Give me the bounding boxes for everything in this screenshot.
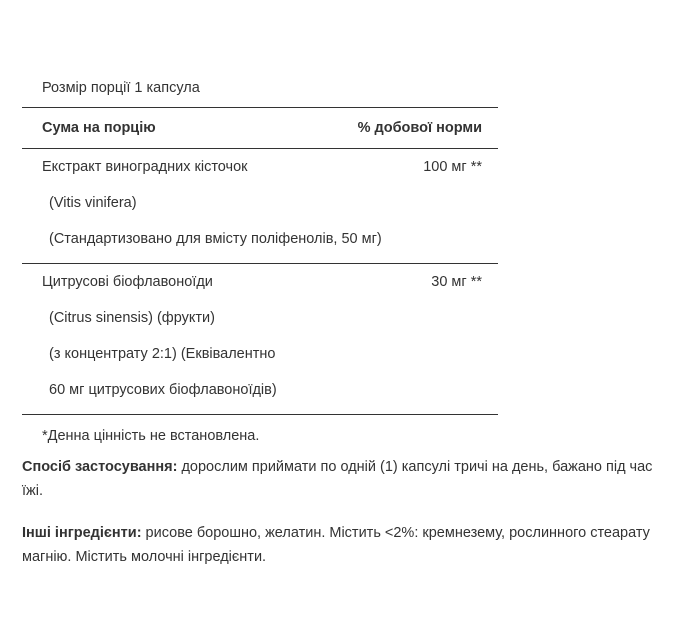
amount-per-serving-header: Сума на порцію bbox=[42, 120, 156, 136]
usage-paragraph bbox=[22, 455, 662, 503]
ingredient-detail: (Citrus sinensis) (фрукти) bbox=[49, 310, 215, 326]
product-notes bbox=[22, 455, 662, 587]
facts-header-row bbox=[22, 108, 498, 149]
ingredient-amount: 100 мг ** bbox=[423, 159, 482, 175]
other-ingredients-label: Інші інгредієнти: bbox=[22, 525, 142, 541]
ingredient-detail: (з концентрату 2:1) (Еквівалентно bbox=[49, 346, 276, 362]
daily-value-footnote: *Денна цінність не встановлена. bbox=[42, 428, 260, 444]
ingredient-amount: 30 мг ** bbox=[431, 274, 482, 290]
ingredient-detail: (Vitis vinifera) bbox=[49, 195, 137, 211]
other-ingredients-text: рисове борошно, желатин. Містить <2%: кремнезему, рослинного стеарату магнію. Містить молочні інгредієнти. bbox=[22, 525, 650, 565]
ingredient-citrus-bioflavonoids bbox=[22, 264, 498, 415]
ingredient-line bbox=[22, 264, 498, 300]
ingredient-grape-seed bbox=[22, 149, 498, 264]
ingredient-name: Цитрусові біофлавоноїди bbox=[42, 274, 213, 290]
ingredient-line bbox=[22, 149, 498, 185]
ingredient-detail: (Стандартизовано для вмісту поліфенолів, 50 мг) bbox=[49, 231, 382, 247]
ingredient-detail: 60 мг цитрусових біофлавоноїдів) bbox=[49, 382, 277, 398]
serving-size: Розмір порції 1 капсула bbox=[22, 70, 498, 108]
usage-text: дорослим приймати по одній (1) капсулі тричі на день, бажано під час їжі. bbox=[22, 459, 653, 499]
ingredient-name: Екстракт виноградних кісточок bbox=[42, 159, 248, 175]
other-ingredients-paragraph bbox=[22, 521, 662, 569]
daily-value-header: % добової норми bbox=[357, 120, 482, 136]
usage-label: Спосіб застосування: bbox=[22, 459, 178, 475]
supplement-facts-panel bbox=[22, 70, 498, 457]
